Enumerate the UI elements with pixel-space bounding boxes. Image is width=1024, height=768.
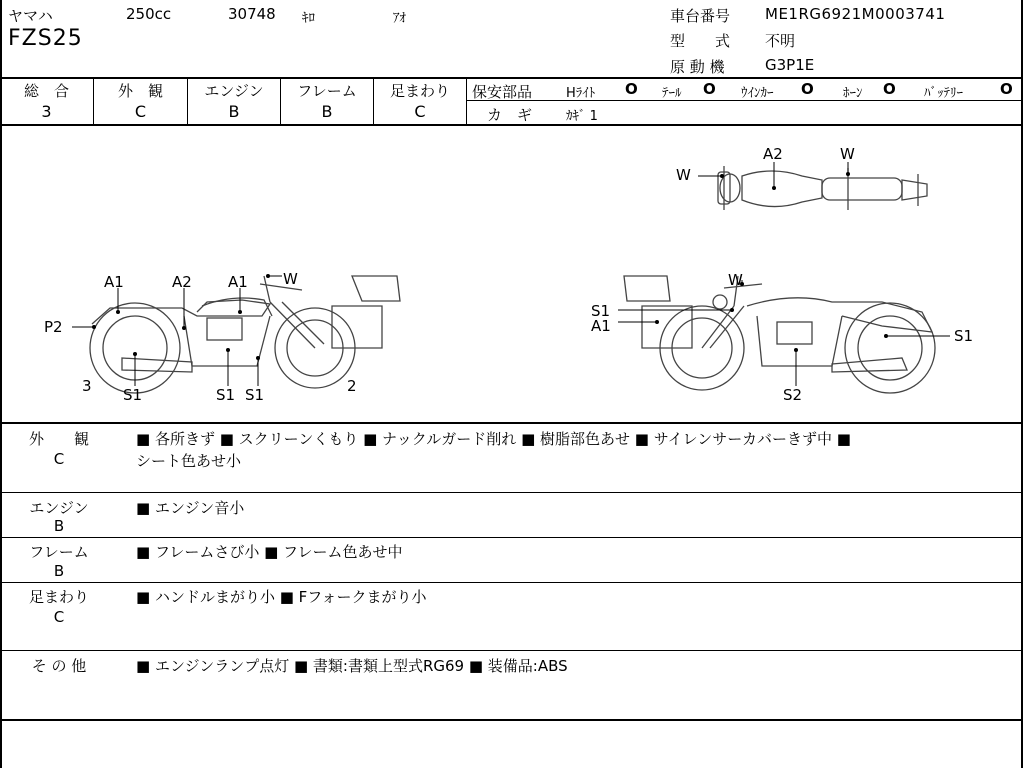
right-s1a-label: S1 — [591, 302, 611, 320]
motorcycle-top-view — [718, 166, 927, 210]
displacement: 250cc — [126, 5, 172, 23]
left-w-label: W — [283, 270, 298, 288]
note-frame-text: ■ フレームさび小 ■ フレーム色あせ中 — [136, 543, 403, 561]
note-suspension-grade: C — [53, 608, 65, 626]
note-other-text: ■ エンジンランプ点灯 ■ 書類:書類上型式RG69 ■ 装備品:ABS — [136, 657, 568, 675]
grade-frame-value: B — [321, 102, 333, 121]
left-p2-label: P2 — [44, 318, 63, 336]
left-s1a-label: S1 — [123, 386, 143, 404]
color: ｱｵ — [393, 11, 406, 26]
left-tire-rear-grade: 2 — [347, 377, 357, 395]
note-exterior-line2: シート色あせ小 — [136, 452, 242, 470]
safety-winker: ｳｲﾝｶｰ — [741, 86, 774, 101]
safety-headlight-ok: O — [625, 80, 638, 98]
left-s1c-label: S1 — [245, 386, 265, 404]
frame-no-label: 車台番号 — [670, 7, 731, 25]
key-label: カ ギ — [487, 106, 533, 124]
grade-suspension-value: C — [414, 102, 426, 121]
note-suspension-label: 足まわり — [28, 588, 89, 606]
note-engine-grade: B — [53, 517, 65, 535]
note-frame-label: フレーム — [29, 543, 89, 561]
safety-label: 保安部品 — [472, 83, 533, 101]
mileage: 30748 — [228, 5, 276, 23]
frame-no: ME1RG6921M0003741 — [765, 5, 946, 23]
safety-battery: ﾊﾞｯﾃﾘｰ — [924, 86, 963, 101]
note-suspension-text: ■ ハンドルまがり小 ■ Fフォークまがり小 — [136, 588, 427, 606]
safety-winker-ok: O — [801, 80, 814, 98]
safety-battery-ok: O — [1000, 80, 1013, 98]
grade-total-label: 総 合 — [23, 82, 69, 100]
grade-engine-value: B — [228, 102, 240, 121]
grade-sep-5 — [466, 78, 467, 125]
divider-notes-2 — [0, 537, 1023, 538]
note-exterior-label: 外 観 — [28, 430, 89, 448]
top-a2-label: A2 — [763, 145, 783, 163]
grade-exterior-value: C — [134, 102, 147, 121]
note-frame-grade: B — [53, 562, 65, 580]
damage-diagram — [2, 126, 1022, 422]
divider-notes-3 — [0, 582, 1023, 583]
top-w-right-label: W — [840, 145, 855, 163]
safety-horn: ﾎｰﾝ — [843, 86, 863, 101]
right-s1b-label: S1 — [954, 327, 974, 345]
left-tire-front-grade: 3 — [82, 377, 92, 395]
divider-header — [0, 77, 1023, 79]
note-engine-text: ■ エンジン音小 — [136, 499, 245, 517]
divider-bottom — [0, 719, 1023, 721]
motorcycle-left-view — [90, 276, 400, 393]
type-value: 不明 — [765, 32, 796, 50]
grade-total-value: 3 — [41, 102, 52, 121]
left-s1b-label: S1 — [216, 386, 236, 404]
safety-headlight: Hﾗｲﾄ — [566, 86, 596, 101]
type-label: 型 式 — [670, 32, 731, 50]
key-value: ｶｷﾞ 1 — [566, 109, 598, 124]
divider-notes-4 — [0, 650, 1023, 651]
top-w-left-label: W — [676, 166, 691, 184]
motorcycle-right-view — [624, 276, 935, 393]
grade-exterior-label: 外 観 — [117, 82, 163, 100]
right-w-label: W — [728, 271, 743, 289]
left-a1a-label: A1 — [104, 273, 124, 291]
safety-tail-ok: O — [703, 80, 716, 98]
maker: ヤマハ — [8, 7, 53, 25]
divider-diagram — [0, 422, 1023, 424]
right-s2-label: S2 — [783, 386, 803, 404]
note-engine-label: エンジン — [29, 499, 89, 517]
grade-suspension-label: 足まわり — [389, 82, 450, 100]
mileage-unit: ｷﾛ — [302, 11, 315, 26]
grade-frame-label: フレーム — [297, 82, 357, 100]
engine-model-value: G3P1E — [765, 56, 815, 74]
engine-model-label: 原 動 機 — [670, 58, 725, 76]
left-a2-label: A2 — [172, 273, 192, 291]
safety-tail: ﾃｰﾙ — [662, 86, 682, 101]
right-a1-label: A1 — [591, 317, 611, 335]
safety-horn-ok: O — [883, 80, 896, 98]
left-a1b-label: A1 — [228, 273, 248, 291]
model-name: FZS25 — [8, 26, 83, 51]
note-exterior-line1: ■ 各所きず ■ スクリーンくもり ■ ナックルガード削れ ■ 樹脂部色あせ ■ サイレンサーカバーきず中 ■ — [136, 430, 851, 448]
note-other-label: そ の 他 — [31, 657, 87, 675]
divider-notes-1 — [0, 492, 1023, 493]
note-exterior-grade: C — [53, 450, 65, 468]
grade-engine-label: エンジン — [204, 82, 264, 100]
